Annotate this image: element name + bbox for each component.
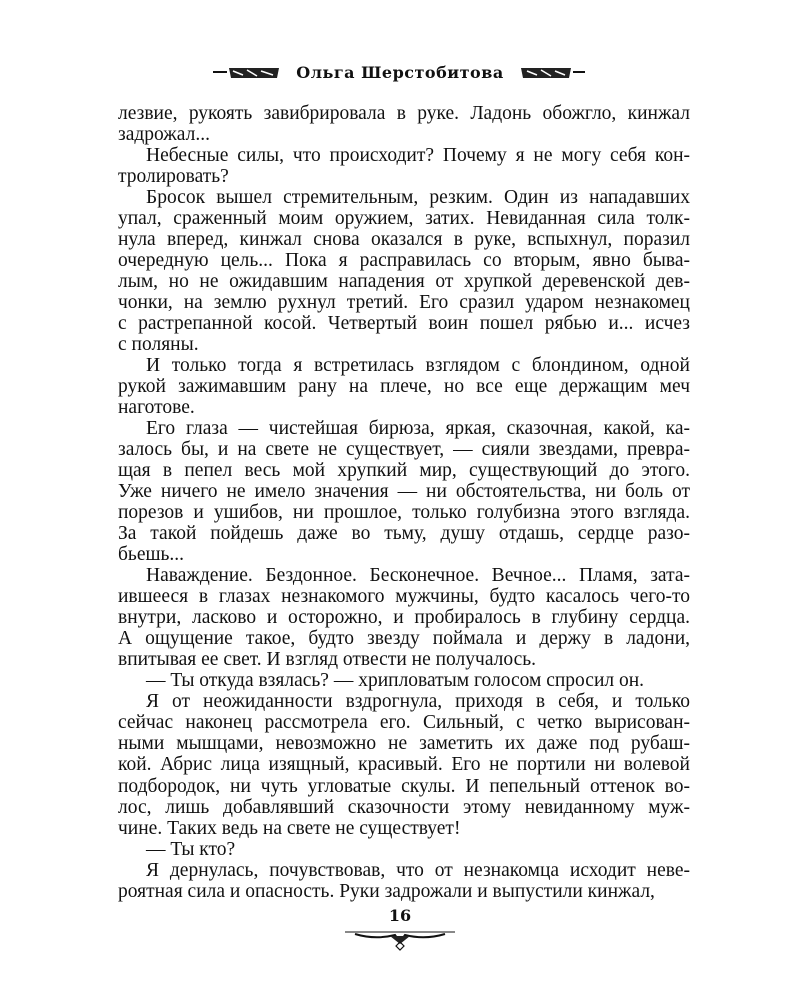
running-header	[0, 62, 800, 88]
text-line: ными мышцами, невозможно не заметить их даже под рубаш-	[118, 733, 690, 755]
author-name: Ольга Шерстобитова	[296, 63, 504, 82]
text-line: Наваждение. Бездонное. Бесконечное. Вечное... Пламя, зата-	[146, 565, 690, 587]
text-line: За такой пойдешь даже во тьму, душу отдашь, сердце разо-	[118, 523, 690, 545]
text-line: чине. Таких ведь на свете не существует!	[118, 817, 461, 839]
paragraph	[118, 418, 690, 565]
text-line: Я от неожиданности вздрогнула, приходя в себя, и только	[146, 691, 690, 713]
text-line: наготове.	[118, 397, 195, 419]
text-line: Уже ничего не имело значения — ни обстоятельства, ни боль от	[118, 481, 690, 503]
text-line: сейчас наконец рассмотрела его. Сильный, с четко вырисован-	[118, 712, 690, 734]
text-line: Его глаза — чистейшая бирюза, яркая, сказочная, какой, ка-	[146, 418, 690, 440]
text-line: щая в пепел весь мой хрупкий мир, существующий до этого.	[118, 460, 690, 482]
paragraph	[118, 355, 690, 418]
text-line: кой. Абрис лица изящный, красивый. Его не портили ни волевой	[118, 754, 690, 776]
paragraph	[118, 860, 690, 902]
paragraph	[118, 103, 690, 145]
text-line: впитывая ее свет. И взгляд отвести не получалось.	[118, 649, 537, 671]
paragraph	[118, 145, 690, 187]
ornament-right-icon	[519, 65, 587, 81]
text-line: внутри, ласково и осторожно, и пробиралось в глубину сердца.	[118, 607, 690, 629]
text-line: — Ты кто?	[146, 838, 236, 860]
text-line: лым, но не ожидавшим нападения от хрупкой деревенской дев-	[118, 271, 690, 293]
page-number: 16	[388, 906, 412, 925]
text-line: И только тогда я встретилась взглядом с блондином, одной	[146, 355, 690, 377]
ornament-left-icon	[213, 65, 281, 81]
page-body-text	[118, 103, 690, 902]
text-line: Я дернулась, почувствовав, что от незнакомца исходит неве-	[146, 859, 690, 881]
text-line: упал, сраженный моим оружием, затих. Невиданная сила толк-	[118, 208, 690, 230]
paragraph	[118, 187, 690, 355]
text-line: очередную цель... Пока я расправилась со вторым, явно быва-	[118, 250, 690, 272]
paragraph	[118, 565, 690, 670]
paragraph	[118, 839, 690, 860]
text-line: лос, лишь добавлявший сказочности этому невиданному муж-	[118, 796, 690, 818]
text-line: ившееся в глазах незнакомого мужчины, будто касалось чего-то	[118, 586, 690, 608]
text-line: А ощущение такое, будто звезду поймала и держу в ладони,	[118, 628, 690, 650]
footer-ornament-icon	[345, 928, 455, 952]
text-line: Бросок вышел стремительным, резким. Один из нападавших	[146, 187, 690, 209]
text-line: задрожал...	[118, 124, 210, 146]
text-line: с растрепанной косой. Четвертый воин пошел рябью и... исчез	[118, 313, 690, 335]
text-line: тролировать?	[118, 166, 229, 188]
text-line: роятная сила и опасность. Руки задрожали и выпустили кинжал,	[118, 880, 655, 902]
text-line: чонки, на землю рухнул третий. Его сразил ударом незнакомец	[118, 292, 690, 314]
text-line: порезов и ушибов, ни прошлое, только голубизна этого взгляда.	[118, 502, 690, 524]
text-line: — Ты откуда взялась? — хрипловатым голосом спросил он.	[146, 670, 645, 692]
paragraph	[118, 691, 690, 838]
paragraph	[118, 670, 690, 691]
text-line: нула вперед, кинжал снова оказался в руке, вспыхнул, поразил	[118, 229, 690, 251]
text-line: подбородок, ни чуть угловатые скулы. И пепельный оттенок во-	[118, 775, 690, 797]
text-line: Небесные силы, что происходит? Почему я не могу себя кон-	[146, 145, 690, 167]
text-line: с поляны.	[118, 334, 199, 356]
text-line: залось бы, и на свете не существует, — сияли звездами, превра-	[118, 439, 690, 461]
text-line: рукой зажимавшим рану на плече, но все еще держащим меч	[118, 376, 690, 398]
text-line: бьешь...	[118, 544, 185, 566]
text-line: лезвие, рукоять завибрировала в руке. Ладонь обожгло, кинжал	[118, 103, 690, 124]
